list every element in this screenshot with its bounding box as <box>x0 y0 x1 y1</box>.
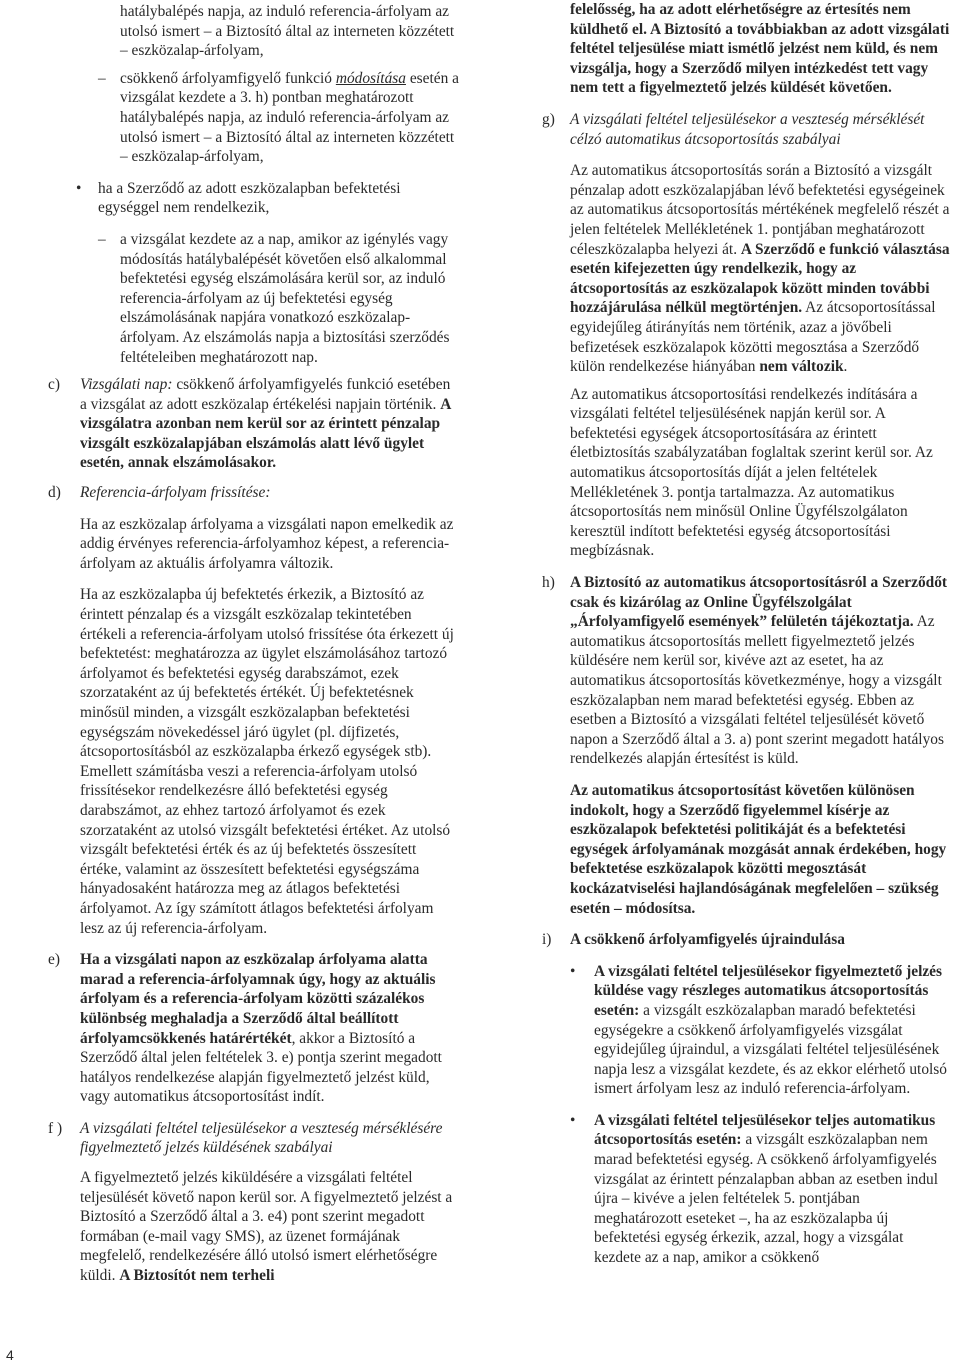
dash-item-first-settlement <box>60 230 460 367</box>
section-d-title: Referencia-árfolyam frissítése: <box>80 484 271 502</box>
section-g-title: A vizsgálati feltétel teljesülésekor a veszteség mérséklését célzó automatikus átcsoportosítás szabályai <box>570 110 925 148</box>
section-c-text: csökkenő árfolyamfigyelés funkció esetében a vizsgálat az adott eszközalap értékelési napjain történik. <box>80 376 451 413</box>
section-g-paragraph-2: Az automatikus átcsoportosítási rendelkezés indítására a vizsgálati feltétel teljesülésének napján kerül sor. A befektetési egységek átcsoportosítására az érintett életbiztosítás szabályzatában foglaltak szerint kerül sor. Az automatikus átcsoportosítás díját a jelen feltételek Mellékletének 3. pontja tartalmazza. Az automatikus átcsoportosítás nem minősül Online Ügyfélszolgálaton keresztül indított befektetési egység átcsoportosítási megbízásnak. <box>570 385 933 560</box>
section-i-title: A csökkenő árfolyamfigyelés újraindulása <box>570 931 845 949</box>
section-c-bold: A vizsgálatra azonban nem kerül sor az érintett pénzalap vizsgált eszközalapjában elszámolás alatt lévő ügylet esetén, annak elszámolásakor. <box>80 395 451 472</box>
dash2-text-b: esetén a vizsgálat kezdete a 3. h) pontban meghatározott hatálybalépés napja, az induló referencia-árfolyam az utolsó ismert – a Biztosító által az interneten közzétett – eszközalap-árfolyam, <box>120 69 459 166</box>
page-number: 4 <box>6 1347 14 1363</box>
dash-item-modification <box>60 69 460 167</box>
section-f-title: A vizsgálati feltétel teljesülésekor a veszteség mérséklésére figyelmeztető jelzés küldésének szabályai <box>80 1119 443 1157</box>
section-c-letter: c) <box>48 376 60 394</box>
section-g-p1-tail-bold: nem változik <box>759 358 844 376</box>
section-e <box>48 950 460 1107</box>
section-i <box>540 930 950 950</box>
section-d-paragraph-1: Ha az eszközalap árfolyama a vizsgálati napon emelkedik az addig érvényes referencia-árfolyamhoz képest, a referencia-árfolyam az aktuális árfolyamra változik. <box>80 515 454 572</box>
right-continuation-bold: felelősség, ha az adott elérhetőségre az értesítés nem küldhető el. A Biztosító a továbbiakban az adott vizsgálati feltétel teljesülése miatt ismétlő jelzést nem küld, és nem vizsgálja, hogy a Szerződő milyen intézkedést tett vagy nem tett a figyelmeztető jelzés küldését követően. <box>570 1 950 97</box>
section-f-text: A figyelmeztető jelzés kiküldésére a vizsgálati feltétel teljesülését követő napon kerül sor. A figyelmeztető jelzést a Biztosító a Szerződő által a 3. e4) pont szerint megadott formában (e-mail vagy SMS), az üzenet formájának megfelelő, rendelkezésére álló utolsó ismert elérhetőségre küldi. <box>80 1169 453 1285</box>
section-c-title: Vizsgálati nap: <box>80 376 173 394</box>
section-h-paragraph-2 <box>540 781 950 918</box>
dash-marker: – <box>98 69 106 87</box>
section-d <box>48 483 460 503</box>
section-h-text: Az automatikus átcsoportosítás mellett figyelmeztető jelzés küldésére nem kerül sor, kivéve azt az esetet, ha az automatikus átcsoportosítás következménye, hogy a vizsgált eszközalapban nem marad befektetési egység. Ebben az esetben a Biztosító a vizsgálati feltétel teljesülését követő napon a Szerződő által a 3. a) pont szerint megadott hatályos rendelkezés alapján értesítést is küld. <box>570 613 944 768</box>
section-f <box>48 1119 460 1158</box>
section-f-paragraph <box>80 1168 460 1286</box>
section-d-letter: d) <box>48 484 61 502</box>
bullet1-text: ha a Szerződő az adott eszközalapban befektetési egységgel nem rendelkezik, <box>98 179 401 217</box>
section-e-bold: Ha a vizsgálati napon az eszközalap árfolyama alatta marad a referencia-árfolyamnak úgy, hogy az aktuális árfolyam és a referencia-árfolyam közötti százalékos különbség meghaladja a Szerződő által beállított árfolyamcsökkenés határértékét <box>80 951 436 1047</box>
section-g <box>540 110 950 149</box>
section-g-p1-text: Az automatikus átcsoportosítás során a Biztosító a vizsgált pénzalap adott eszközalapjában lévő befektetési egységeinek az automatikus átcsoportosítás mértékének megfelelő részét a jelen feltételek Mellékletének 1. pontjában meghatározott céleszközalapba helyezi át. <box>570 162 950 258</box>
right-column <box>540 0 950 1268</box>
section-f-letter: f ) <box>48 1119 63 1137</box>
dash2-underlined: módosítása <box>335 69 406 87</box>
section-i-b1-text: a vizsgált eszközalapban maradó befektetési egységekre a csökkenő árfolyamfigyelés vizsgálat egyidejűleg újraindul, a vizsgálati feltétel teljesülésének napja lesz a vizsgálat kezdete, és az ekkor elérhető utolsó ismert árfolyam lesz az induló referencia-árfolyam. <box>594 1001 947 1098</box>
left-column <box>48 0 460 1286</box>
section-i-b1-bold: A vizsgálati feltétel teljesülésekor figyelmeztető jelzés küldése vagy részleges automatikus átcsoportosítás esetén: <box>594 962 942 1019</box>
dash3-text: a vizsgálat kezdete az a nap, amikor az igénylés vagy módosítás hatálybalépését követően első alkalommal befektetési egység elszámolására kerül sor, az induló referencia-árfolyam az új befektetési egység elszámolásának napjára vonatkozó eszközalap-árfolyam. Az elszámolás napja a biztosítási szerződés feltételeiben meghatározott nap. <box>120 230 450 366</box>
section-i-b2-text: a vizsgált eszközalapban nem marad befektetési egység. A csökkenő árfolyamfigyelés vizsgálat az érintett pénzalapban abban az esetben indul újra – kivéve a jelen feltételek 5. pontjában meghatározott eseteket –, ha az eszközalapba új befektetési egység érkezik, azzal, hogy a vizsgálat kezdete az a nap, amikor a csökkenő <box>594 1131 938 1267</box>
dash-marker: – <box>98 230 106 248</box>
section-g-letter: g) <box>542 110 555 128</box>
section-f-bold: A Biztosítót nem terheli <box>119 1267 275 1285</box>
section-h <box>540 573 950 769</box>
section-h-p2-bold: Az automatikus átcsoportosítást követően különösen indokolt, hogy a Szerződő figyelemmel kísérje az eszközalapok befektetési politikáját és a befektetési egységek árfolyamának mozgását annak érdekében, hogy befektetése eszközalapok közötti megosztását kockázatviselési hajlandóságának megfelelően – szükség esetén – módosítsa. <box>570 781 947 917</box>
section-h-letter: h) <box>542 574 555 592</box>
section-h-bold: A Biztosító az automatikus átcsoportosításról a Szerződőt csak és kizárólag az Online Ügyfélszolgálat „Árfolyamfigyelő események” felületén tájékoztatja. <box>570 574 948 631</box>
section-i-b2-bold: A vizsgálati feltétel teljesülésekor teljes automatikus átcsoportosítás esetén: <box>594 1111 936 1149</box>
section-g-p1-end: . <box>843 358 848 376</box>
bullet-item-no-units <box>60 179 460 218</box>
section-i-bullet-2 <box>540 1111 950 1268</box>
bullet-marker: • <box>570 962 576 980</box>
bullet-marker: • <box>570 1111 576 1129</box>
section-g-paragraph-1 <box>540 161 950 377</box>
section-c <box>48 375 460 473</box>
section-e-letter: e) <box>48 951 60 969</box>
section-d-paragraph-2: Ha az eszközalapba új befektetés érkezik, a Biztosító az érintett pénzalap és a vizsgált eszközalap tekintetében értékeli a referencia-árfolyam utolsó frissítése óta érkezett új befektetést: meghatározza az ügylet elszámolásához tartozó árfolyamot és befektetési egység darabszámot, ezek szorzataként az új befektetés értékét. Új befektetésnek minősül minden, a vizsgált eszközalapban befektetési egységszám növekedéssel járó ügylet (pl. díjfizetés, átcsoportosításból az eszközalapba érkező egységek stb). Emellett számításba veszi a referencia-árfolyam utolsó frissítésekor rendelkezésre álló befektetési egység darabszámot, az ehhez tartozó árfolyamot és ezek szorzataként az utolsó vizsgált befektetési értéket. Az utolsó vizsgált befektetési érték és az új befektetés összesített értéke, valamint az összesített befektetési egységszáma hányadosaként határozza meg az átlagos befektetési árfolyamot. Az így számított átlagos befektetési árfolyam lesz az új referencia-árfolyam. <box>80 586 454 937</box>
bullet-marker: • <box>76 179 82 197</box>
right-continuation <box>540 0 950 98</box>
left-paragraph-continuation: hatálybalépés napja, az induló referencia-árfolyam az utolsó ismert – a Biztosító által az interneten közzétett – eszközalap-árfolyam, <box>120 3 455 60</box>
section-i-letter: i) <box>542 931 552 949</box>
section-e-text: , akkor a Biztosító a Szerződő által jelen feltételek 3. e) pontja szerint megadott hatályos rendelkezése alapján figyelmeztető jelzést küld, vagy automatikus átcsoportosítást indít. <box>80 1029 442 1106</box>
section-i-bullet-1 <box>540 962 950 1099</box>
section-g-p1-bold: A Szerződő e funkció választása esetén kifejezetten úgy rendelkezik, hogy az átcsoportosítás az eszközalapok között minden további hozzájárulása nélkül megtörténjen. <box>570 240 950 317</box>
dash2-text-a: csökkenő árfolyamfigyelő funkció <box>120 69 336 87</box>
section-g-p1-tail: Az átcsoportosítással egyidejűleg átirányítás nem történik, azaz a jövőbeli befizetések eszközalapok közötti megosztása a Szerződő külön rendelkezése hiányában <box>570 299 936 376</box>
